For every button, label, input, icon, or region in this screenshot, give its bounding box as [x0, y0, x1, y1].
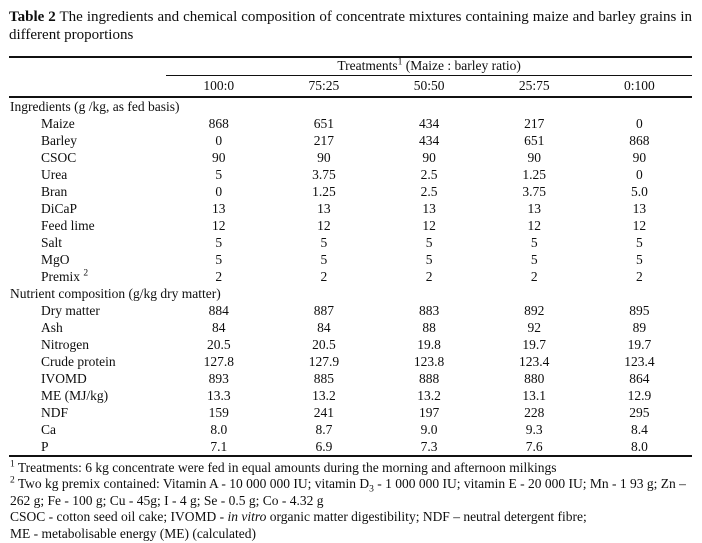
cell-value: 2.5: [420, 183, 438, 199]
cell-value: 885: [313, 370, 335, 386]
table-row: [9, 166, 692, 183]
cell-value: 0: [215, 132, 223, 148]
row-label: Ca: [41, 421, 56, 437]
cell-value: 2: [530, 268, 538, 284]
cell-value: 5: [636, 251, 643, 267]
table-row: [9, 319, 692, 336]
cell-value: 217: [313, 132, 335, 148]
cell-value: 5: [320, 251, 328, 267]
cell-value: 9.3: [525, 421, 543, 437]
table-caption-label: Table 2: [9, 9, 56, 25]
cell-value: 5: [320, 234, 328, 250]
cell-value: 12: [212, 217, 226, 233]
cell-value: 883: [418, 302, 440, 318]
cell-value: 0: [636, 115, 643, 131]
cell-value: 13: [212, 200, 226, 216]
section-header: Nutrient composition (g/kg dry matter): [10, 285, 221, 301]
cell-value: 5: [215, 234, 223, 250]
cell-value: 1.25: [522, 166, 547, 182]
row-label: Dry matter: [41, 302, 100, 318]
cell-value: 295: [629, 404, 650, 420]
column-header-25-75: 25:75: [482, 76, 587, 97]
cell-value: 7.3: [377, 438, 482, 456]
cell-value: 5: [425, 234, 433, 250]
treatments-footnote-marker: 1: [397, 57, 403, 68]
column-header-row: [9, 76, 692, 97]
cell-value: 3.75: [522, 183, 547, 199]
cell-value: 5: [215, 166, 223, 182]
table-row: [9, 132, 692, 149]
cell-value: 8.0: [210, 421, 228, 437]
footnote: $^2$ Two kg premix contained: Vitamin A - 10 000 000 IU; vitamin $D_3 - 1$ 000 000 IU; vitamin E - 20 000 IU; Mn - 1 93 g; Zn – 262 g; Fe - 100 g; Cu - 45g; I - 4 g; Se - 0.5 g; Co - 4.32 g: [10, 475, 686, 508]
row-label: Crude protein: [41, 353, 116, 369]
cell-value: 887: [313, 302, 335, 318]
cell-value: 123.4: [624, 353, 655, 369]
cell-value: 868: [629, 132, 650, 148]
cell-value: 5: [636, 234, 643, 250]
table-row: [9, 336, 692, 353]
cell-value: 13.1: [522, 387, 547, 403]
cell-value: 12: [527, 217, 541, 233]
cell-value: 12: [422, 217, 436, 233]
cell-value: 13.2: [417, 387, 441, 403]
table-row: [9, 268, 692, 285]
cell-value: 13.3: [206, 387, 231, 403]
row-label: IVOMD: [41, 370, 87, 386]
row-label: Maize: [41, 115, 75, 131]
cell-value: 880: [524, 370, 545, 386]
cell-value: 888: [418, 370, 440, 386]
cell-value: 88: [422, 319, 436, 335]
footnote: $^1$ Treatments: 6 kg concentrate were fed in equal amounts during the morning and afternoon milkings: [10, 459, 557, 475]
row-label: P: [9, 438, 166, 456]
footnotes-block: [9, 460, 692, 543]
cell-value: 89: [632, 319, 647, 335]
cell-value: 228: [524, 404, 545, 420]
cell-value: 90: [422, 149, 436, 165]
cell-value: 2.5: [420, 166, 438, 182]
cell-value: 893: [208, 370, 229, 386]
concentrate-composition-table: [9, 56, 692, 457]
row-label: CSOC: [41, 149, 77, 165]
table-row: [9, 200, 692, 217]
section-header: Ingredients (g /kg, as fed basis): [10, 98, 180, 114]
cell-value: 434: [418, 115, 440, 131]
cell-value: 5: [530, 234, 538, 250]
table-row: [9, 421, 692, 438]
cell-value: 2: [215, 268, 223, 284]
cell-value: 19.7: [627, 336, 652, 352]
cell-value: 8.0: [587, 438, 692, 456]
cell-value: 20.5: [312, 336, 336, 352]
cell-value: 5: [530, 251, 538, 267]
column-header-50-50: 50:50: [377, 76, 482, 97]
cell-value: 90: [632, 149, 647, 165]
column-header-0-100: 0:100: [587, 76, 692, 97]
row-label-footnote-marker: 2: [83, 268, 89, 278]
cell-value: 2: [425, 268, 433, 284]
section-header-row: [9, 97, 692, 115]
cell-value: 127.9: [308, 353, 340, 369]
footnote: ME - metabolisable energy (ME) (calculated): [10, 525, 257, 541]
table-row: [9, 183, 692, 200]
cell-value: 159: [208, 404, 229, 420]
cell-value: 123.4: [519, 353, 550, 369]
row-label: Salt: [41, 234, 63, 250]
table-row: [9, 387, 692, 404]
row-label: Ash: [41, 319, 63, 335]
row-label: Bran: [41, 183, 68, 199]
row-label: Nitrogen: [41, 336, 89, 352]
column-header-75-25: 75:25: [271, 76, 376, 97]
row-label: NDF: [41, 404, 69, 420]
cell-value: 217: [524, 115, 545, 131]
row-label: Barley: [41, 132, 77, 148]
cell-value: 1.25: [312, 183, 336, 199]
cell-value: 13: [317, 200, 331, 216]
cell-value: 2: [636, 268, 643, 284]
empty-header-cell: [9, 57, 166, 76]
table-row: [9, 302, 692, 319]
table-row: [9, 353, 692, 370]
cell-value: 19.8: [417, 336, 441, 352]
row-label: DiCaP: [41, 200, 78, 216]
treatments-suffix: (Maize : barley ratio): [402, 58, 521, 73]
treatments-header-row: [9, 57, 692, 76]
cell-value: 651: [313, 115, 335, 131]
row-label: Premix $^2$: [41, 268, 89, 284]
cell-value: 90: [527, 149, 541, 165]
cell-value: 0: [215, 183, 223, 199]
cell-value: 241: [313, 404, 335, 420]
cell-value: 434: [418, 132, 440, 148]
cell-value: 5: [215, 251, 223, 267]
cell-value: 127.8: [203, 353, 234, 369]
table-caption-text: The ingredients and chemical composition of concentrate mixtures containing maize and barley grains in different proportions: [9, 9, 693, 43]
cell-value: 90: [317, 149, 331, 165]
cell-value: 12.9: [627, 387, 652, 403]
cell-value: 651: [524, 132, 545, 148]
cell-value: 7.6: [482, 438, 587, 456]
table-row: [9, 370, 692, 387]
cell-value: 92: [527, 319, 541, 335]
cell-value: 19.7: [522, 336, 547, 352]
cell-value: 90: [212, 149, 226, 165]
table-row: [9, 217, 692, 234]
cell-value: 8.4: [630, 421, 648, 437]
empty-header-cell: [9, 76, 166, 97]
cell-value: 13.2: [312, 387, 336, 403]
cell-value: 868: [208, 115, 229, 131]
treatments-label: Treatments: [337, 58, 398, 73]
cell-value: 13: [422, 200, 436, 216]
cell-value: 8.7: [315, 421, 333, 437]
cell-value: 7.1: [166, 438, 271, 456]
cell-value: 5.0: [630, 183, 648, 199]
cell-value: 13: [632, 200, 647, 216]
cell-value: 13: [527, 200, 541, 216]
table-row: [9, 115, 692, 132]
cell-value: 884: [208, 302, 229, 318]
cell-value: 84: [317, 319, 331, 335]
row-label: Feed lime: [41, 217, 95, 233]
cell-value: 9.0: [420, 421, 438, 437]
cell-value: 20.5: [206, 336, 231, 352]
footnote: CSOC - cotton seed oil cake; IVOMD - in vitro organic matter digestibility; NDF – neutral detergent fibre;: [10, 509, 587, 525]
row-label: Urea: [41, 166, 68, 182]
column-header-100-0: 100:0: [166, 76, 271, 97]
table-caption: [9, 9, 692, 44]
cell-value: 12: [632, 217, 647, 233]
treatments-header-cell: [166, 57, 692, 76]
cell-value: 3.75: [312, 166, 336, 182]
cell-value: 2: [320, 268, 328, 284]
section-header-row: [9, 285, 692, 302]
table-row: [9, 149, 692, 166]
table-row: [9, 251, 692, 268]
cell-value: 5: [425, 251, 433, 267]
cell-value: 864: [629, 370, 650, 386]
cell-value: 197: [418, 404, 440, 420]
cell-value: 895: [629, 302, 650, 318]
cell-value: 123.8: [413, 353, 445, 369]
table-row: [9, 234, 692, 251]
row-label: MgO: [41, 251, 70, 267]
cell-value: 84: [212, 319, 226, 335]
cell-value: 6.9: [271, 438, 376, 456]
cell-value: 12: [317, 217, 331, 233]
row-label: ME (MJ/kg): [41, 387, 109, 403]
cell-value: 0: [636, 166, 643, 182]
cell-value: 892: [524, 302, 545, 318]
table-row: [9, 438, 692, 456]
table-row: [9, 404, 692, 421]
